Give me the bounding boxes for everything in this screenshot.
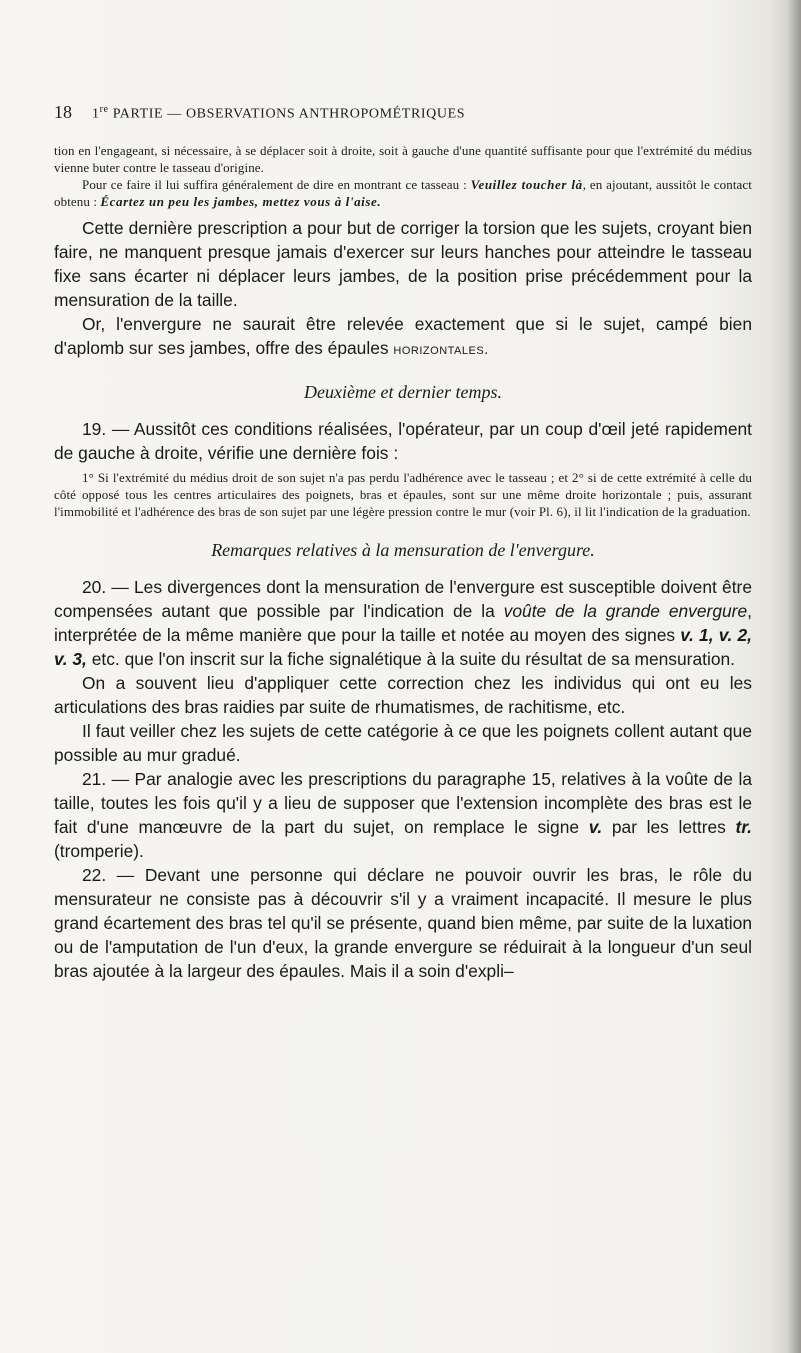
command-touch: Veuillez toucher là bbox=[470, 177, 583, 192]
instruction-paragraph bbox=[54, 176, 752, 210]
aplomb-caps: horizontales. bbox=[393, 341, 489, 358]
instruction-lead: Pour ce faire il lui suffira généralement de dire en montrant ce tasseau : bbox=[82, 177, 467, 192]
paragraph-19-note: 1° Si l'extrémité du médius droit de son sujet n'a pas perdu l'adhérence avec le tasseau ; et 2° si de cette extrémité à celle du côté opposé tous les centres articulaires des poignets, bras et épaules, sont sur une même droite horizontale ; puis, assurant l'immobilité et l'adhérence des bras de son sujet par une légère pression contre le mur (voir Pl. 6), il lit l'indication de la graduation. bbox=[54, 470, 752, 519]
page-edge-shadow bbox=[787, 0, 801, 1353]
paragraph-20b: On a souvent lieu d'appliquer cette correction chez les individus qui ont eu les articulations des bras raidies par suite de rhumatismes, de rachitisme, etc. bbox=[54, 673, 752, 717]
p21-sign-v: v. bbox=[588, 817, 603, 837]
paragraph-22: 22. — Devant une personne qui déclare ne pouvoir ouvrir les bras, le rôle du mensurateur ne consiste pas à découvrir s'il y a vraiment incapacité. Il mesure le plus grand écartement des bras tel qu'il se présente, quand bien même, par suite de la luxation ou de l'amputation de l'un d'eux, la grande envergure se réduirait à la longueur d'un seul bras ajoutée à la largeur des épaules. Mais il a soin d'expli– bbox=[54, 865, 752, 981]
p20-text-b: , interprétée de la même manière que pour la taille et notée au moyen des signes bbox=[54, 601, 752, 645]
paragraph-21 bbox=[54, 767, 752, 863]
p21-text-b: par les lettres bbox=[611, 817, 726, 837]
p21-text-a: 21. — Par analogie avec les prescriptions du paragraphe 15, relatives à la voûte de la taille, toutes les fois qu'il y a lieu de supposer que l'extension incomplète des bras est le fait d'une manœuvre de la part du sujet, on remplace le signe bbox=[54, 769, 752, 837]
p21-sign-tr: tr. bbox=[735, 817, 752, 837]
running-head bbox=[54, 100, 752, 124]
aplomb-text: Or, l'envergure ne saurait être relevée exactement que si le sujet, campé bien d'aplomb sur ses jambes, offre des épaules bbox=[54, 314, 752, 358]
aplomb-paragraph bbox=[54, 312, 752, 362]
p20-italic: voûte de la grande envergure bbox=[503, 601, 748, 621]
p21-text-c: (tromperie). bbox=[54, 841, 144, 861]
part-superscript: re bbox=[99, 104, 109, 115]
paragraph-19: 19. — Aussitôt ces conditions réalisées, l'opérateur, par un coup d'œil jeté rapidement de gauche à droite, vérifie une dernière fois : bbox=[54, 419, 752, 463]
instruction-mid: , en ajoutant, aussitôt le contact obtenu : bbox=[54, 177, 753, 209]
paragraph-20c: Il faut veiller chez les sujets de cette catégorie à ce que les poignets collent autant que possible au mur gradué. bbox=[54, 721, 752, 765]
part-title: PARTIE — OBSERVATIONS ANTHROPOMÉTRIQUES bbox=[112, 106, 466, 122]
page-number: 18 bbox=[54, 102, 72, 122]
p20-text-a: 20. — Les divergences dont la mensuration de l'envergure est susceptible doivent être compensées autant que possible par l'indication de la bbox=[54, 577, 752, 621]
paragraph-20 bbox=[54, 575, 752, 671]
torsion-paragraph: Cette dernière prescription a pour but de corriger la torsion que les sujets, croyant bien faire, ne manquent presque jamais d'exercer sur leurs hanches pour atteindre le tasseau fixe sans écarter ni déplacer leurs jambes, de la position prise précédemment pour la mensuration de la taille. bbox=[54, 218, 752, 310]
running-title bbox=[92, 104, 465, 123]
page-content bbox=[54, 100, 752, 983]
part-number: 1 bbox=[92, 106, 100, 122]
command-spread: Écartez un peu les jambes, mettez vous à l'aise. bbox=[100, 194, 382, 209]
intro-paragraph: tion en l'engageant, si nécessaire, à se déplacer soit à droite, soit à gauche d'une quantité suffisante pour que l'extrémité du médius vienne buter contre le tasseau d'origine. bbox=[54, 143, 752, 175]
p20-signs: v. 1, v. 2, v. 3, bbox=[54, 625, 752, 669]
section-title-dernier-temps: Deuxième et dernier temps. bbox=[304, 382, 502, 402]
section-title-remarques: Remarques relatives à la mensuration de l'envergure. bbox=[211, 540, 595, 560]
p20-text-c: etc. que l'on inscrit sur la fiche signalétique à la suite du résultat de sa mensuration. bbox=[91, 649, 736, 669]
